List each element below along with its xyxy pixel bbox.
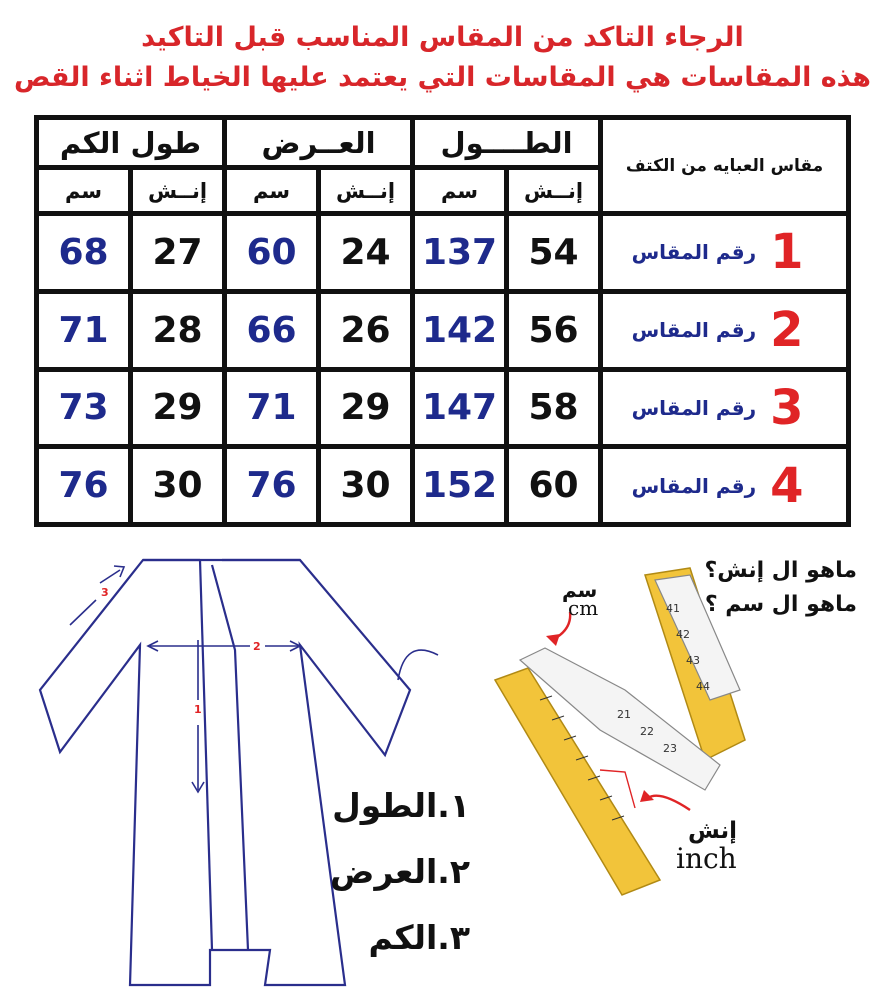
tape-tick: 42	[676, 628, 690, 641]
width-cm: 66	[225, 291, 319, 369]
sleeve-cm: 76	[37, 447, 131, 525]
unit-inch: إنــش	[131, 168, 225, 214]
length-cm: 147	[413, 369, 507, 447]
legend-length: ١.الطول	[332, 786, 470, 825]
row-label-cell	[601, 214, 849, 292]
sleeve-cm: 73	[37, 369, 131, 447]
tape-tick: 23	[663, 742, 677, 755]
size-label: رقم المقاس	[631, 395, 757, 420]
size-table	[34, 115, 851, 527]
width-inch: 30	[319, 447, 413, 525]
unit-inch: إنــش	[507, 168, 601, 214]
width-cm: 71	[225, 369, 319, 447]
row-label-cell	[601, 291, 849, 369]
question-cm: ماهو ال سم ؟	[704, 592, 857, 617]
row-label-cell	[601, 369, 849, 447]
sleeve-cm: 71	[37, 291, 131, 369]
unit-cm: سم	[37, 168, 131, 214]
size-number: 2	[770, 302, 804, 359]
sleeve-inch: 29	[131, 369, 225, 447]
length-inch: 60	[507, 447, 601, 525]
group-length: الطــــول	[413, 118, 601, 168]
header-line-2: هذه المقاسات هي المقاسات التي يعتمد عليها الخياط اثناء القص	[13, 62, 871, 93]
unit-cm: سم	[225, 168, 319, 214]
length-inch: 58	[507, 369, 601, 447]
tape-inch-arabic: إنش	[688, 818, 738, 844]
diagram-marker: 3	[101, 586, 109, 599]
width-cm: 76	[225, 447, 319, 525]
tape-cm-arabic: سم	[562, 578, 598, 602]
sleeve-inch: 30	[131, 447, 225, 525]
size-number: 1	[770, 224, 804, 281]
size-label: رقم المقاس	[631, 473, 757, 498]
tape-tick: 21	[617, 708, 631, 721]
sleeve-cm: 68	[37, 214, 131, 292]
tape-tick: 22	[640, 725, 654, 738]
width-cm: 60	[225, 214, 319, 292]
size-number: 4	[770, 457, 804, 514]
legend-width: ٢.العرض	[330, 852, 470, 891]
length-cm: 142	[413, 291, 507, 369]
length-cm: 152	[413, 447, 507, 525]
width-inch: 24	[319, 214, 413, 292]
width-inch: 26	[319, 291, 413, 369]
size-label: رقم المقاس	[631, 240, 757, 265]
width-inch: 29	[319, 369, 413, 447]
table-row	[37, 291, 849, 369]
group-width: العــرض	[225, 118, 413, 168]
size-label: رقم المقاس	[631, 318, 757, 343]
table-row	[37, 447, 849, 525]
tape-cm-english: cm	[568, 596, 599, 620]
size-number: 3	[770, 379, 804, 436]
question-inch: ماهو ال إنش؟	[704, 558, 857, 583]
tape-tick: 41	[666, 602, 680, 615]
lead-header: مقاس العبايه من الكتف	[601, 118, 849, 214]
row-label-cell	[601, 447, 849, 525]
table-row	[37, 369, 849, 447]
unit-cm: سم	[413, 168, 507, 214]
length-cm: 137	[413, 214, 507, 292]
length-inch: 54	[507, 214, 601, 292]
sleeve-inch: 28	[131, 291, 225, 369]
diagram-marker: 2	[253, 640, 261, 653]
tape-tick: 44	[696, 680, 710, 693]
unit-inch: إنــش	[319, 168, 413, 214]
diagram-marker: 1	[194, 703, 202, 716]
legend-sleeve: ٣.الكم	[368, 918, 470, 957]
tape-inch-english: inch	[676, 842, 737, 875]
length-inch: 56	[507, 291, 601, 369]
table-row	[37, 214, 849, 292]
tape-tick: 43	[686, 654, 700, 667]
sleeve-inch: 27	[131, 214, 225, 292]
group-sleeve-length: طول الكم	[37, 118, 225, 168]
header-line-1: الرجاء التاكد من المقاس المناسب قبل التاكيد	[141, 22, 744, 53]
